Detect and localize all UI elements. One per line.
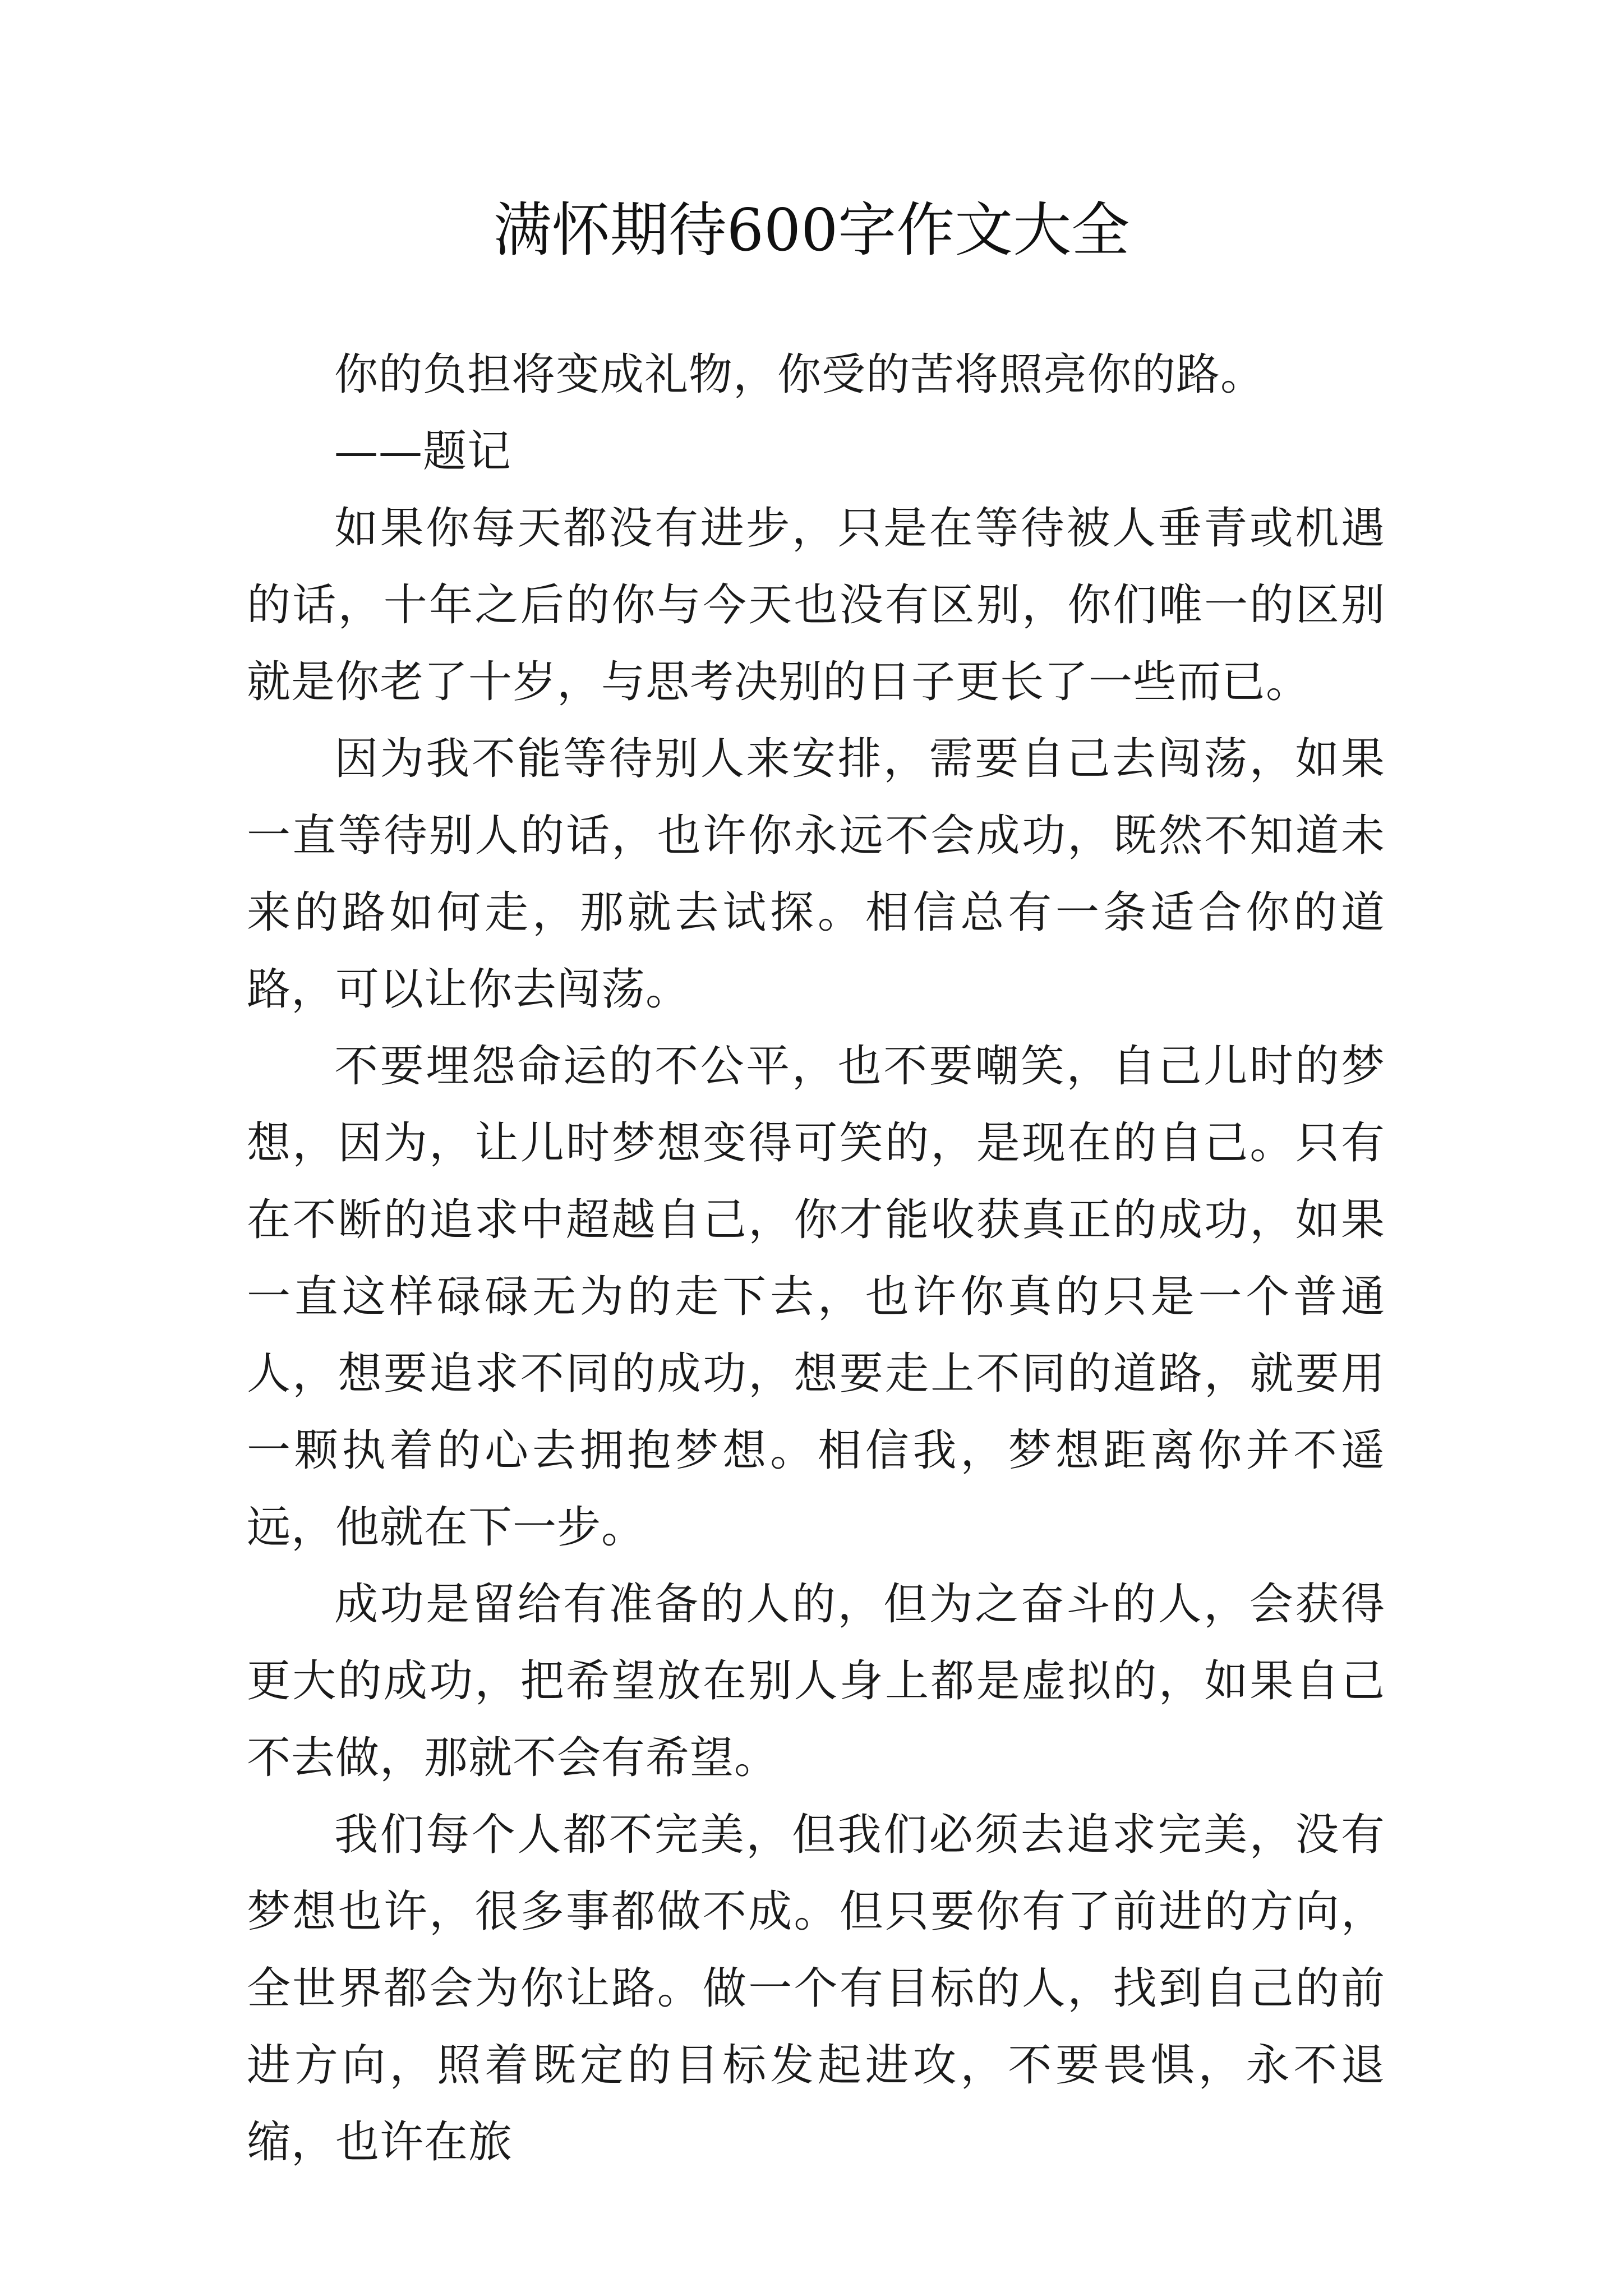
paragraph: 成功是留给有准备的人的，但为之奋斗的人，会获得更大的成功，把希望放在别人身上都是虚拟的，如果自己不去做，那就不会有希望。 (247, 1579, 1385, 1783)
document-title: 满怀期待600字作文大全 (493, 196, 1130, 264)
document-body (247, 337, 1385, 2181)
paragraph: 不要埋怨命运的不公平，也不要嘲笑，自己儿时的梦想，因为，让儿时梦想变得可笑的，是现在的自己。只有在不断的追求中超越自己，你才能收获真正的成功，如果一直这样碌碌无为的走下去，也许你真的只是一个普通人，想要追求不同的成功，想要走上不同的道路，就要用一颗执着的心去拥抱梦想。相信我，梦想距离你并不遥远，他就在下一步。 (247, 1041, 1385, 1553)
epigraph: 你的负担将变成礼物，你受的苦将照亮你的路。 (334, 349, 1265, 400)
paragraph: 如果你每天都没有进步，只是在等待被人垂青或机遇的话，十年之后的你与今天也没有区别，你们唯一的区别就是你老了十岁，与思考决别的日子更长了一些而已。 (247, 503, 1385, 707)
epigraph-attribution: ——题记 (334, 426, 512, 477)
paragraph: 我们每个人都不完美，但我们必须去追求完美，没有梦想也许，很多事都做不成。但只要你有了前进的方向，全世界都会为你让路。做一个有目标的人，找到自己的前进方向，照着既定的目标发起进攻，不要畏惧，永不退缩，也许在旅 (247, 1810, 1385, 2168)
paragraph: 因为我不能等待别人来安排，需要自己去闯荡，如果一直等待别人的话，也许你永远不会成功，既然不知道未来的路如何走，那就去试探。相信总有一条适合你的道路，可以让你去闯荡。 (247, 734, 1385, 1015)
